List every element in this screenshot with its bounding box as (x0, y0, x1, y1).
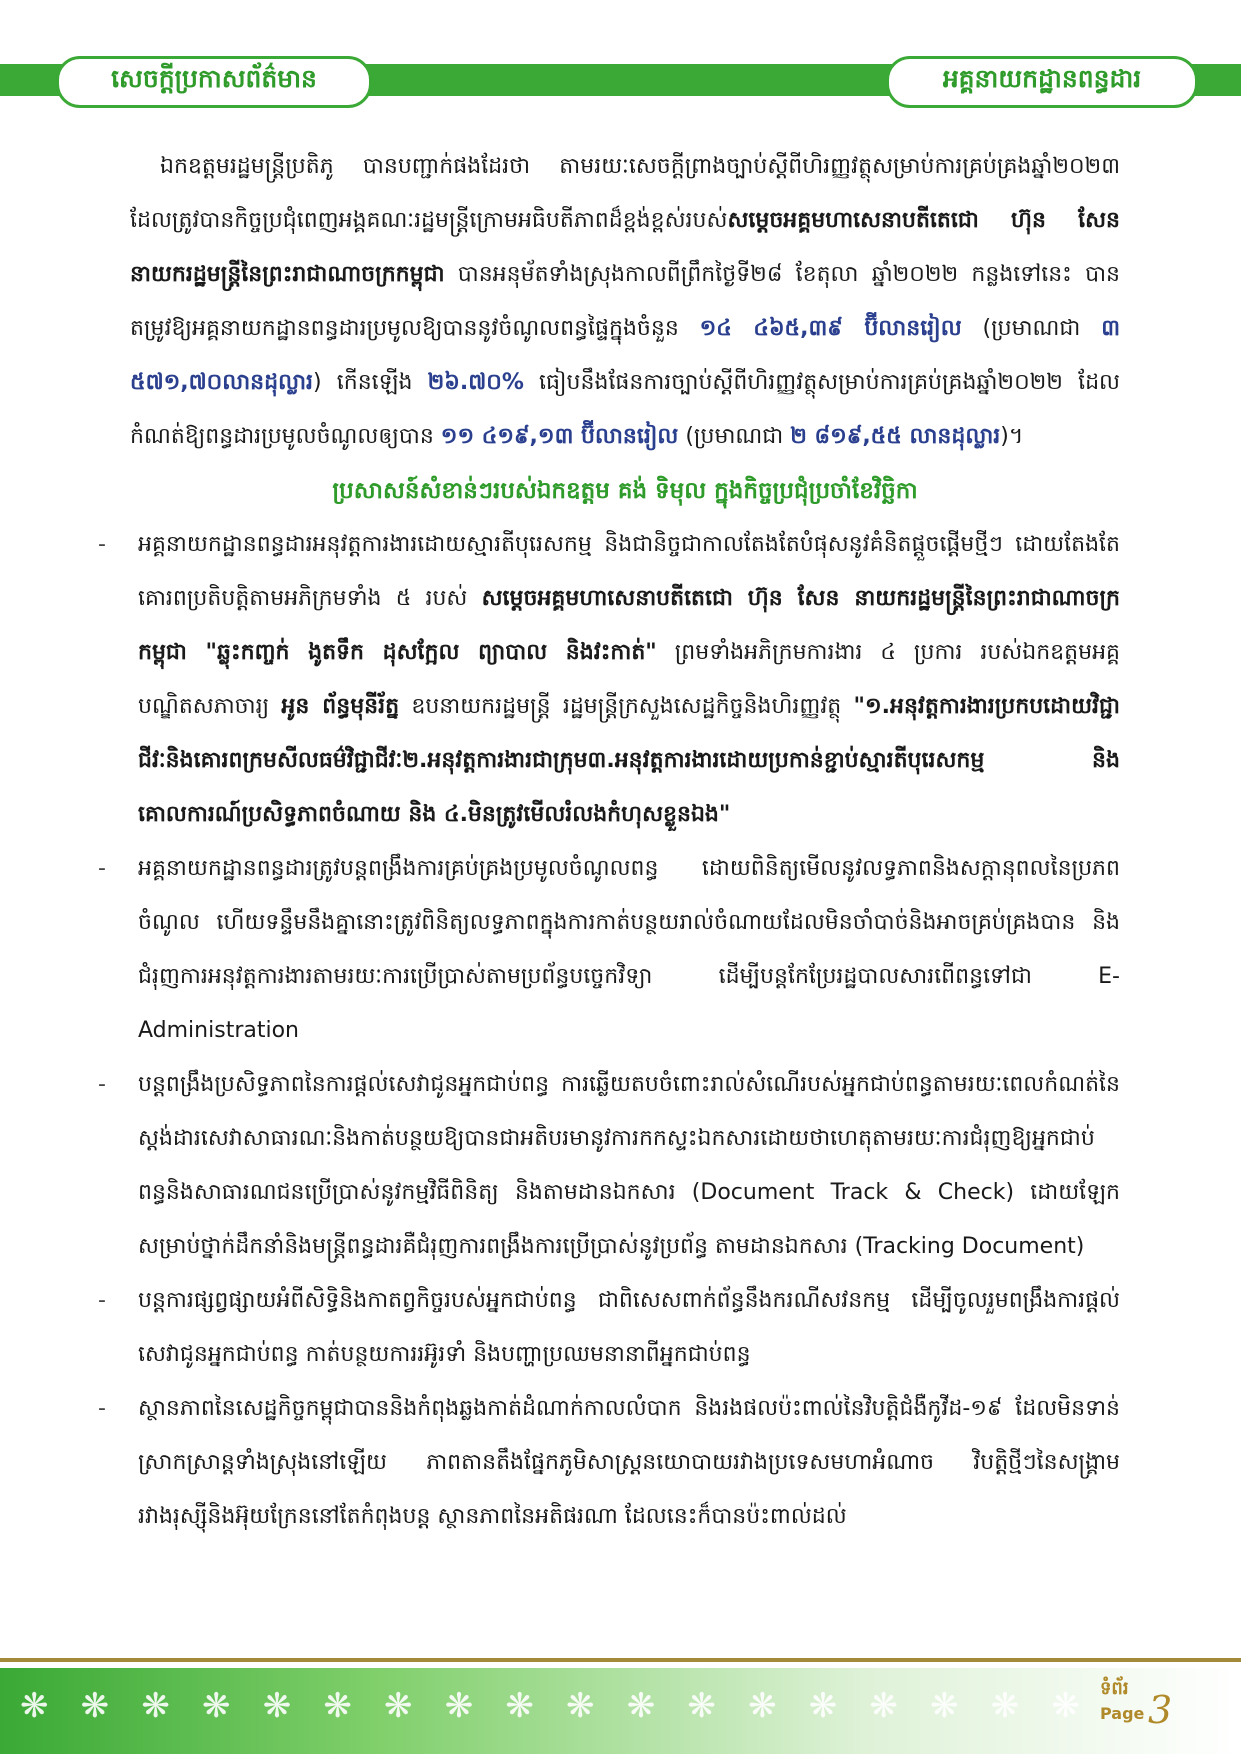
bullet-2-text: អគ្គនាយកដ្ឋានពន្ធដារត្រូវបន្តពង្រឹងការគ្រប់គ្រងប្រមូលចំណូលពន្ធ ដោយពិនិត្យមើលនូវលទ្ធភាពនិងសក្តានុពលនៃប្រភពចំណូល ហើយទន្ទឹមនឹងគ្នានោះត្រូវពិនិត្យលទ្ធភាពក្នុងការកាត់បន្ថយរាល់ចំណាយដែលមិនចាំបាច់និងអាចគ្រប់គ្រងបាន និងជំរុញការអនុវត្តការងារតាមរយៈការប្រើប្រាស់តាមប្រព័ន្ធបច្ចេកវិទ្យា ដើម្បីបន្តកែប្រែរដ្ឋបាលសារពើពន្ធទៅជា E-Administration (138, 856, 1120, 1043)
intro-text-3: (ប្រមាណជា (961, 316, 1102, 341)
bullet-5-text: ស្ថានភាពនៃសេដ្ឋកិច្ចកម្ពុជាបាននិងកំពុងឆ្លងកាត់ដំណាក់កាលលំបាក និងរងផលប៉ះពាល់នៃវិបត្តិជំងឺកូវីដ-១៩ ដែលមិនទាន់ស្រាកស្រាន្តទាំងស្រុងនៅឡើយ ភាពតានតឹងផ្នែកភូមិសាស្ត្រនយោបាយរវាងប្រទេសមហាអំណាច វិបត្តិថ្មីៗនៃសង្គ្រាមរវាងរុស្ស៊ីនិងអ៊ុយក្រែននៅតែកំពុងបន្ត ស្ថានភាពនៃអតិផរណា ដែលនេះក៏បានប៉ះពាល់ដល់ (138, 1396, 1120, 1529)
ornament-icon: ❋ (262, 1686, 292, 1726)
bullet-dash: - (98, 1072, 106, 1097)
ornament-icon: ❋ (687, 1686, 716, 1726)
key-points-list (98, 518, 1121, 1544)
bullet-1-dpm: អូន ព័ន្ធមុនីរ័ត្ន (281, 694, 400, 719)
list-item (90, 1274, 1120, 1382)
intro-text-4: ) កើនឡើង (313, 370, 428, 395)
bullet-3-text: បន្តពង្រឹងប្រសិទ្ធភាពនៃការផ្តល់សេវាជូនអ្នកជាប់ពន្ធ ការឆ្លើយតបចំពោះរាល់សំណើរបស់អ្នកជាប់ពន្ធតាមរយៈពេលកំណត់នៃស្តង់ដារសេវាសាធារណៈនិងកាត់បន្ថយឱ្យបានជាអតិបរមានូវការកកស្ទះឯកសារដោយថាហេតុតាមរយៈការជំរុញឱ្យអ្នកជាប់ពន្ធនិងសាធារណជនប្រើប្រាស់នូវកម្មវិធីពិនិត្យ និងតាមដានឯកសារ (Document Track & Check) ដោយឡែកសម្រាប់ថ្នាក់ដឹកនាំនិងមន្ត្រីពន្ធដារគឺជំរុញការពង្រឹងការប្រើប្រាស់នូវប្រព័ន្ធ តាមដានឯកសារ (Tracking Document) (138, 1072, 1120, 1259)
bullet-1-quote: "១.អនុវត្តការងារប្រកបដោយវិជ្ជាជីវៈនិងគោរពក្រមសីលធម៌វិជ្ជាជីវៈ២.អនុវត្តការងារជាក្រុម៣.អនុវត្តការងារដោយប្រកាន់ខ្ជាប់ស្មារតីបុរេសកម្ម និងគោលការណ៍ប្រសិទ្ធភាពចំណាយ និង ៤.មិនត្រូវមើលរំលងកំហុសខ្លួនឯង" (138, 694, 1120, 827)
page-number: 3 (1148, 1688, 1173, 1732)
ornament-icon: ❋ (384, 1686, 413, 1726)
header-left-title: សេចក្តីប្រកាសព័ត៌មាន (56, 56, 372, 108)
list-item (90, 1382, 1120, 1544)
intro-text-7: )។ (1000, 424, 1024, 449)
intro-text-2: បានអនុម័តទាំងស្រុងកាលពីព្រឹកថ្ងៃទី២៨ ខែតុលា ឆ្នាំ២០២២ កន្លងទៅនេះ បានតម្រូវឱ្យអគ្គនាយកដ្ឋានពន្ធដារប្រមូលឱ្យបាននូវចំណូលពន្ធផ្ទៃក្នុងចំនួន (130, 262, 1120, 341)
intro-text-1: ឯកឧត្តមរដ្ឋមន្ត្រីប្រតិភូ បានបញ្ជាក់ផងដែរថា តាមរយៈសេចក្តីព្រាងច្បាប់ស្តីពីហិរញ្ញវត្ថុសម្រាប់ការគ្រប់គ្រងឆ្នាំ២០២៣ ដែលត្រូវបានកិច្ចប្រជុំពេញអង្គគណៈរដ្ឋមន្ត្រីក្រោមអធិបតីភាពដ៏ខ្ពង់ខ្ពស់របស់ (130, 154, 1120, 233)
intro-text-5: ធៀបនឹងផែនការច្បាប់ស្តីពីហិរញ្ញវត្ថុសម្រាប់ការគ្រប់គ្រងឆ្នាំ២០២២ ដែលកំណត់ឱ្យពន្ធដារប្រមូលចំណូលឲ្យបាន (130, 370, 1120, 449)
article-body (98, 140, 1121, 1544)
bullet-1-text-a: អគ្គនាយកដ្ឋានពន្ធដារអនុវត្តការងារដោយស្មារតីបុរេសកម្ម និងជានិច្ចជាកាលតែងតែបំផុសនូវគំនិតផ្តួចផ្តើមថ្មីៗ ដោយតែងតែគោរពប្រតិបត្តិតាមអភិក្រមទាំង ៥ របស់ (138, 532, 1120, 611)
pm-name: សម្តេចអគ្គមហាសេនាបតីតេជោ ហ៊ុន សែន នាយករដ្ឋមន្ត្រីនៃព្រះរាជាណាចក្រកម្ពុជា (130, 208, 1120, 287)
amount-2023-usd: ៣ ៥៧១,៧០លានដុល្លារ (130, 316, 1120, 395)
list-item (90, 842, 1120, 1058)
ornament-icon: ❋ (930, 1686, 959, 1726)
ornament-icon: ❋ (1051, 1686, 1080, 1726)
page-label-en: Page (1100, 1704, 1145, 1723)
ornament-icon: ❋ (990, 1686, 1020, 1726)
bullet-dash: - (98, 856, 106, 881)
ornament-icon: ❋ (748, 1686, 777, 1726)
footer-ornaments (20, 1676, 1080, 1736)
amount-2022-riel: ១១ ៤១៩,១៣ ប៊ីលានរៀល (440, 424, 679, 449)
bullet-dash: - (98, 532, 106, 557)
amount-2023-riel: ១៤ ៤៦៥,៣៩ ប៊ីលានរៀល (699, 316, 962, 341)
bullet-4-text: បន្តការផ្សព្វផ្សាយអំពីសិទ្ធិនិងកាតព្វកិច្ចរបស់អ្នកជាប់ពន្ធ ជាពិសេសពាក់ព័ន្ធនឹងករណីសវនកម្ម ដើម្បីចូលរួមពង្រឹងការផ្តល់សេវាជូនអ្នកជាប់ពន្ធ កាត់បន្ថយការរអ៊ូរទាំ និងបញ្ហាប្រឈមនានាពីអ្នកជាប់ពន្ធ (138, 1288, 1120, 1367)
ornament-icon: ❋ (20, 1686, 49, 1726)
bullet-1-text-b: ព្រមទាំងអភិក្រមការងារ ៤ ប្រការ របស់ឯកឧត្តមអគ្គបណ្ឌិតសភាចារ្យ (138, 640, 1121, 719)
bullet-dash: - (98, 1396, 106, 1421)
bullet-1-pm: សម្តេចអគ្គមហាសេនាបតីតេជោ ហ៊ុន សែន នាយករដ្ឋមន្ត្រីនៃព្រះរាជាណាចក្រកម្ពុជា "ឆ្លុះកញ្ចក់ ងូតទឹក ដុសក្អែល ព្យាបាល និងវះកាត់" (138, 586, 1120, 665)
section-subheading: ប្រសាសន៍សំខាន់ៗរបស់ឯកឧត្តម គង់ ទិមុល ក្នុងកិច្ចប្រជុំប្រចាំខែវិច្ឆិកា (332, 478, 918, 504)
growth-percent: ២៦.៧០% (427, 370, 524, 395)
ornament-icon: ❋ (444, 1686, 474, 1726)
ornament-icon: ❋ (202, 1686, 231, 1726)
bullet-dash: - (98, 1288, 106, 1313)
page-label-kh: ទំព័រ (1100, 1678, 1129, 1699)
ornament-icon: ❋ (869, 1686, 898, 1726)
list-item (90, 518, 1120, 842)
ornament-icon: ❋ (80, 1686, 110, 1726)
intro-text-6: (ប្រមាណជា (678, 424, 791, 449)
page-indicator (1100, 1676, 1220, 1740)
ornament-icon: ❋ (323, 1686, 352, 1726)
footer-rule (0, 1658, 1241, 1662)
ornament-icon: ❋ (808, 1686, 838, 1726)
list-item (90, 1058, 1120, 1274)
bullet-1-text-c: ឧបនាយករដ្ឋមន្ត្រី រដ្ឋមន្ត្រីក្រសួងសេដ្ឋកិច្ចនិងហិរញ្ញវត្ថុ (399, 694, 854, 719)
ornament-icon: ❋ (141, 1686, 170, 1726)
amount-2022-usd: ២ ៨១៩,៥៥ លានដុល្លារ (790, 424, 1001, 449)
header-right-title: អគ្គនាយកដ្ឋានពន្ធដារ (886, 56, 1198, 108)
ornament-icon: ❋ (566, 1686, 595, 1726)
ornament-icon: ❋ (505, 1686, 534, 1726)
ornament-icon: ❋ (626, 1686, 656, 1726)
intro-paragraph (130, 140, 1120, 464)
